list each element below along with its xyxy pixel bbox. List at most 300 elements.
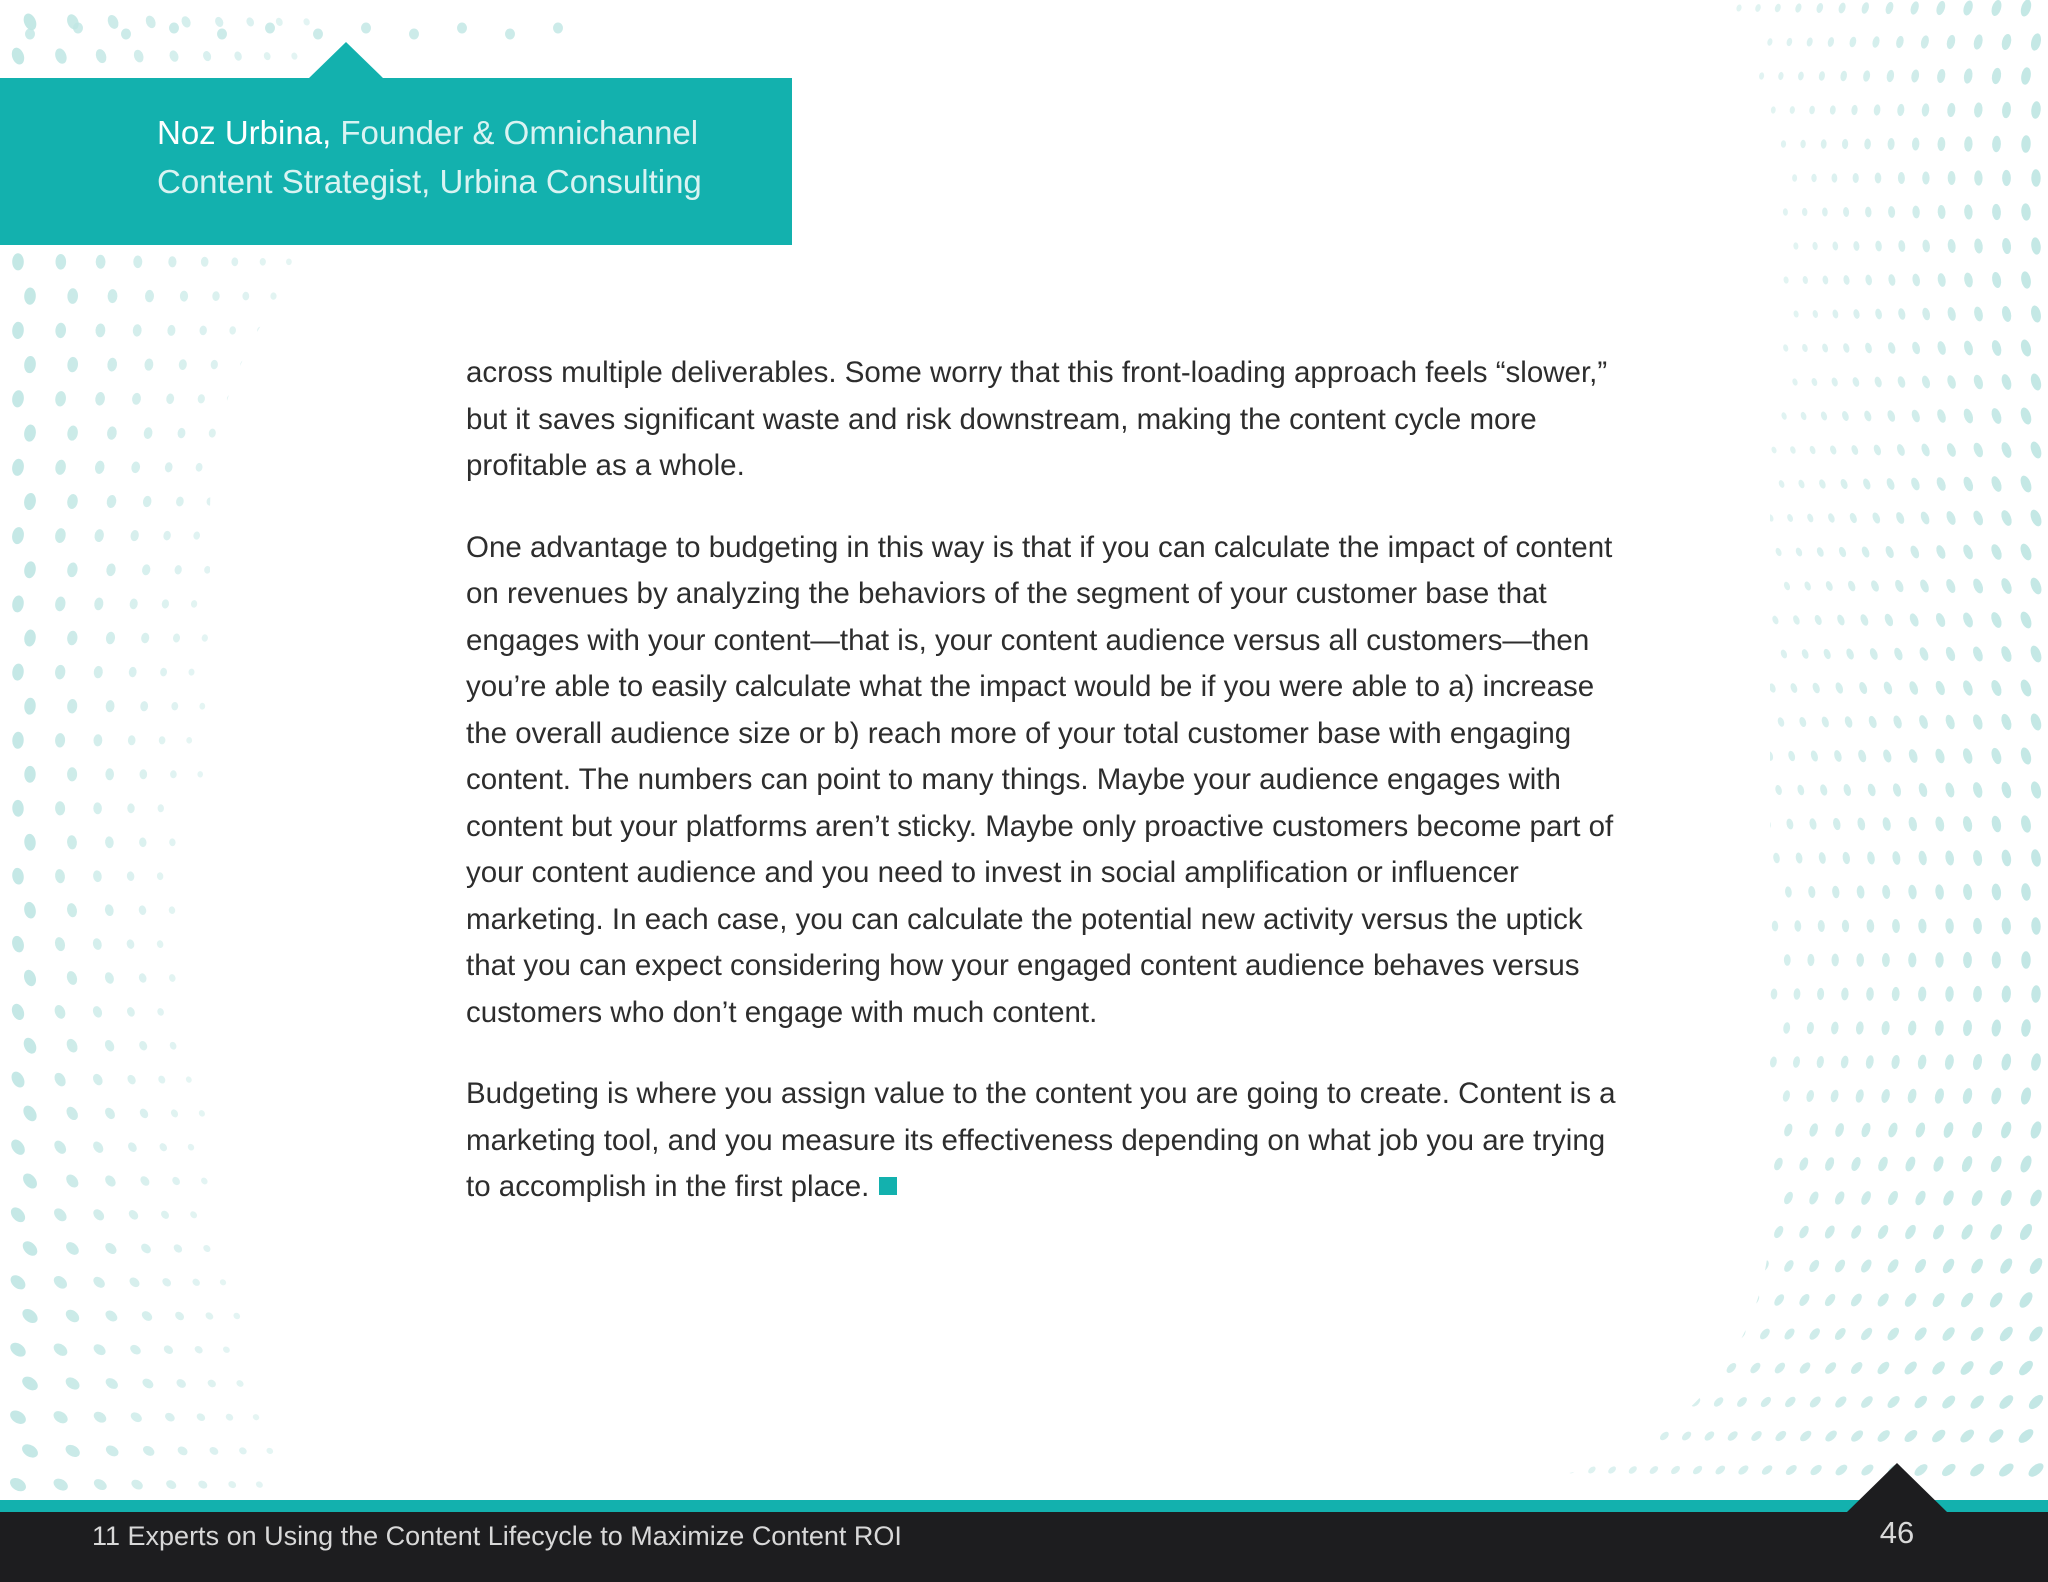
article-paragraph-text: Budgeting is where you assign value to the content you are going to create. Content is a marketing tool, and you measure its effectiveness depending on what job you are trying to accomplish in the first place. (466, 1077, 1616, 1203)
background-dot (126, 1006, 136, 1018)
background-dot (1968, 1393, 1986, 1411)
background-dot (1872, 444, 1882, 457)
background-dot (1865, 274, 1873, 286)
background-dot (1964, 204, 1973, 220)
background-dot (1871, 511, 1882, 524)
background-dot (1860, 1, 1870, 14)
background-dot (265, 23, 275, 34)
background-dot (1971, 781, 1984, 799)
background-dot (235, 1379, 245, 1388)
background-dot (255, 1480, 264, 1489)
background-dot (1961, 611, 1975, 629)
background-dot (286, 258, 292, 265)
background-dot (1842, 139, 1849, 149)
background-dot (1808, 1395, 1823, 1410)
author-name: Noz Urbina, (157, 114, 332, 151)
background-dot (1822, 648, 1832, 660)
background-dot (2028, 576, 2043, 596)
background-dot (233, 50, 243, 61)
background-dot (1860, 545, 1871, 558)
background-dot (1913, 1189, 1927, 1207)
background-dot (1947, 239, 1957, 254)
background-dot (168, 906, 176, 915)
background-dot (1945, 918, 1954, 934)
background-dot (173, 1310, 185, 1322)
background-dot (1760, 1463, 1774, 1476)
footer-title: 11 Experts on Using the Content Lifecycle to Maximize Content ROI (92, 1521, 902, 1551)
background-dot (1849, 1156, 1862, 1173)
background-dot (2018, 1154, 2034, 1174)
background-dot (2030, 237, 2042, 255)
background-dot (104, 904, 115, 917)
background-dot (1864, 342, 1873, 354)
background-dot (160, 667, 168, 676)
background-dot (128, 666, 137, 677)
background-dot (1892, 782, 1903, 797)
background-dot (12, 800, 24, 817)
background-dot (1772, 852, 1780, 864)
background-dot (1936, 408, 1948, 424)
background-dot (8, 1408, 29, 1427)
background-dot (1886, 69, 1895, 82)
background-dot (1842, 851, 1851, 864)
background-dot (1806, 1022, 1814, 1035)
background-dot (1958, 1359, 1976, 1377)
background-dot (1870, 579, 1881, 593)
background-dot (1962, 883, 1973, 900)
background-dot (2019, 338, 2033, 357)
background-dot (1865, 1055, 1875, 1070)
background-dot (1849, 36, 1858, 48)
background-dot (23, 629, 37, 647)
background-dot (187, 1143, 196, 1152)
background-dot (2030, 101, 2041, 119)
background-dot (1839, 478, 1849, 490)
background-dot (1793, 310, 1799, 318)
article-paragraph-text: across multiple deliverables. Some worry that this front-loading approach feels “slower,” but it saves significant waste and risk downstream, making the content cycle more profitable as a whole. (466, 356, 1608, 482)
background-dot (67, 767, 77, 781)
background-dot (1767, 38, 1774, 47)
background-dot (1772, 1156, 1784, 1171)
background-dot (1987, 1290, 2005, 1309)
background-dot (142, 495, 152, 508)
background-dot (66, 630, 78, 646)
background-dot (1991, 1019, 2002, 1037)
background-dot (138, 1107, 150, 1120)
background-dot (2001, 917, 2011, 935)
background-dot (1991, 67, 2003, 85)
background-dot (54, 527, 67, 544)
background-dot (1833, 1326, 1848, 1342)
background-dot (1973, 306, 1984, 322)
background-dot (1972, 849, 1983, 866)
background-dot (138, 972, 148, 983)
background-dot (245, 16, 255, 27)
background-dot (1989, 543, 2003, 562)
background-dot (128, 1276, 142, 1290)
banner-pointer (308, 42, 384, 79)
background-dot (1832, 817, 1842, 831)
background-dot (1898, 240, 1906, 253)
background-dot (1792, 614, 1801, 625)
background-dot (1914, 1121, 1927, 1138)
background-dot (1944, 850, 1955, 866)
background-dot (186, 737, 192, 744)
background-dot (163, 530, 172, 541)
background-dot (1969, 1257, 1986, 1276)
background-dot (202, 1243, 212, 1253)
background-dot (105, 563, 116, 577)
background-dot (2001, 101, 2011, 118)
background-dot (1853, 173, 1859, 183)
background-dot (1885, 1257, 1900, 1274)
background-dot (1850, 444, 1859, 456)
background-dot (1818, 478, 1827, 489)
background-dot (1962, 407, 1975, 424)
background-dot (1859, 1190, 1873, 1207)
end-square-icon (879, 1177, 897, 1195)
background-dot (1749, 1429, 1763, 1443)
background-dot (104, 1443, 121, 1458)
background-dot (1963, 272, 1974, 288)
background-dot (1842, 783, 1852, 797)
background-dot (1812, 310, 1819, 319)
background-dot (138, 905, 147, 916)
background-dot (1856, 817, 1866, 831)
background-dot (92, 937, 103, 951)
background-dot (1801, 648, 1810, 660)
background-dot (1892, 919, 1901, 933)
background-dot (1912, 1394, 1929, 1411)
background-dot (1891, 987, 1900, 1002)
background-dot (1972, 374, 1984, 391)
background-dot (105, 631, 116, 645)
background-dot (1969, 1188, 1984, 1207)
background-dot (2031, 169, 2041, 187)
background-dot (1607, 1465, 1618, 1475)
background-dot (139, 1242, 153, 1256)
background-dot (1875, 1291, 1891, 1308)
background-dot (1883, 613, 1895, 628)
background-dot (1823, 1292, 1838, 1308)
background-dot (65, 1037, 80, 1054)
background-dot (11, 390, 25, 409)
background-dot (1903, 1291, 1919, 1309)
background-dot (1945, 986, 1954, 1002)
background-dot (73, 23, 83, 34)
background-dot (1815, 2, 1824, 14)
background-dot (139, 769, 147, 779)
background-dot (172, 633, 180, 643)
background-dot (1817, 988, 1825, 1001)
background-dot (1918, 918, 1927, 933)
background-dot (2020, 67, 2032, 86)
background-dot (163, 1411, 176, 1423)
background-dot (1783, 581, 1791, 591)
background-dot (23, 355, 36, 373)
background-dot (180, 290, 189, 301)
background-dot (1851, 376, 1860, 387)
background-dot (1999, 713, 2013, 732)
background-dot (2019, 1086, 2032, 1105)
article-paragraph (466, 1071, 1626, 1211)
background-dot (169, 838, 176, 846)
background-dot (1784, 886, 1792, 898)
background-dot (1873, 104, 1881, 116)
article-paragraph (466, 525, 1626, 1037)
background-dot (1940, 1257, 1956, 1275)
background-dot (1810, 750, 1820, 763)
background-dot (1670, 1464, 1682, 1475)
background-dot (1990, 1087, 2003, 1106)
background-dot (1816, 1055, 1825, 1068)
background-dot (1792, 174, 1797, 182)
background-dot (95, 323, 106, 337)
background-dot (2029, 440, 2044, 460)
background-dot (1972, 441, 1985, 458)
background-dot (2029, 32, 2042, 51)
background-dot (21, 1103, 40, 1123)
background-dot (1832, 309, 1839, 319)
background-dot (1891, 851, 1901, 866)
background-dot (1880, 1088, 1891, 1104)
background-dot (51, 1476, 70, 1493)
background-dot (505, 29, 515, 40)
background-dot (105, 768, 114, 780)
background-dot (53, 47, 68, 65)
background-dot (2019, 406, 2034, 426)
background-dot (8, 1137, 27, 1157)
background-dot (132, 324, 142, 337)
background-dot (1908, 884, 1918, 899)
background-dot (361, 23, 371, 34)
background-dot (21, 1036, 38, 1056)
background-dot (51, 1341, 69, 1358)
background-dot (190, 600, 197, 608)
background-dot (1999, 577, 2014, 596)
background-dot (1912, 205, 1920, 218)
background-dot (2019, 678, 2034, 698)
background-dot (1726, 1429, 1739, 1442)
background-dot (11, 458, 25, 477)
background-dot (1958, 1427, 1976, 1445)
background-dot (238, 1446, 248, 1456)
background-dot (171, 1175, 182, 1186)
background-dot (103, 1106, 117, 1121)
background-dot (260, 258, 266, 266)
background-dot (170, 770, 177, 778)
background-dot (1859, 1258, 1874, 1275)
background-dot (171, 702, 178, 711)
background-dot (1935, 952, 1943, 967)
author-title-line-1: Founder & Omnichannel (331, 114, 699, 151)
page-number: 46 (1879, 1515, 1915, 1550)
background-dot (1997, 1393, 2016, 1412)
background-dot (1998, 1256, 2015, 1275)
background-dot (2018, 610, 2033, 630)
background-dot (23, 424, 37, 443)
background-dot (1842, 919, 1850, 932)
background-dot (1931, 1223, 1947, 1241)
background-dot (1897, 308, 1906, 321)
background-dot (1771, 920, 1778, 931)
background-dot (1946, 306, 1957, 321)
background-dot (1906, 1088, 1918, 1104)
background-dot (65, 970, 79, 987)
background-dot (2021, 135, 2031, 153)
background-dot (1971, 713, 1984, 731)
background-dot (202, 50, 213, 62)
background-dot (66, 835, 77, 850)
background-dot (2021, 203, 2032, 221)
background-dot (1781, 412, 1788, 421)
background-dot (1933, 1087, 1945, 1104)
background-dot (1782, 344, 1789, 352)
background-dot (139, 1174, 152, 1187)
background-dot (1798, 1360, 1813, 1375)
background-dot (1908, 612, 1920, 628)
background-dot (1941, 1189, 1956, 1207)
background-dot (11, 595, 25, 614)
background-dot (129, 598, 139, 610)
background-dot (1783, 208, 1789, 216)
background-dot (1783, 276, 1789, 284)
background-dot (1798, 716, 1807, 728)
background-dot (1770, 988, 1777, 999)
background-dot (1989, 679, 2003, 698)
background-dot (1833, 1258, 1847, 1274)
background-dot (2026, 1461, 2046, 1480)
background-dot (161, 1276, 173, 1288)
background-dot (93, 802, 102, 814)
background-dot (1811, 174, 1817, 182)
background-dot (103, 1038, 116, 1053)
author-title-line-2: Content Strategist, Urbina Consulting (157, 163, 702, 200)
background-dot (64, 1240, 82, 1258)
background-dot (1971, 645, 1985, 663)
background-dot (1989, 611, 2003, 630)
background-dot (1884, 1, 1895, 15)
background-dot (1920, 35, 1930, 50)
background-dot (1858, 681, 1869, 695)
background-dot (133, 255, 142, 268)
background-dot (1843, 207, 1850, 217)
background-dot (1936, 68, 1946, 83)
background-dot (1892, 714, 1903, 729)
background-dot (1918, 850, 1928, 866)
background-dot (1859, 1394, 1875, 1410)
background-dot (201, 634, 208, 642)
background-dot (103, 1173, 118, 1188)
background-dot (1786, 818, 1795, 830)
background-dot (1930, 1359, 1947, 1377)
background-dot (1876, 1223, 1891, 1240)
background-dot (132, 48, 145, 63)
background-dot (1820, 716, 1830, 729)
background-dot (1831, 173, 1837, 182)
background-dot (1786, 37, 1793, 46)
background-dot (1962, 1019, 1973, 1036)
background-dot (1783, 1022, 1791, 1034)
background-dot (1895, 511, 1906, 525)
background-dot (206, 1378, 217, 1389)
background-dot (1849, 1428, 1865, 1444)
background-dot (103, 1241, 119, 1257)
background-dot (191, 1277, 201, 1287)
background-dot (1887, 1121, 1900, 1138)
background-dot (1917, 782, 1928, 798)
background-dot (1871, 36, 1880, 49)
background-dot (1848, 512, 1858, 524)
background-dot (55, 322, 67, 338)
background-dot (1833, 1394, 1848, 1409)
background-dot (1909, 0, 1920, 15)
background-dot (2029, 1120, 2044, 1140)
background-dot (141, 1377, 156, 1391)
background-dot (1806, 513, 1815, 523)
background-dot (229, 326, 236, 335)
background-dot (2017, 1290, 2035, 1310)
background-dot (1873, 376, 1883, 388)
background-dot (23, 492, 37, 511)
background-dot (1735, 1395, 1748, 1408)
background-dot (1875, 172, 1882, 183)
background-dot (193, 1344, 204, 1355)
background-dot (1797, 71, 1804, 81)
background-dot (168, 973, 177, 982)
background-dot (1771, 446, 1778, 454)
background-dot (1990, 339, 2003, 357)
background-dot (1885, 1394, 1901, 1410)
background-dot (2027, 1256, 2045, 1276)
background-dot (1771, 106, 1777, 114)
background-dot (159, 1209, 170, 1220)
background-dot (24, 833, 37, 851)
background-dot (1833, 749, 1843, 762)
background-dot (1831, 885, 1840, 898)
background-dot (1837, 2, 1847, 14)
background-dot (217, 29, 227, 40)
background-dot (1784, 954, 1791, 966)
background-dot (1912, 137, 1920, 150)
background-dot (1961, 1087, 1973, 1105)
background-dot (1935, 884, 1945, 900)
background-dot (313, 29, 323, 40)
background-dot (2029, 780, 2043, 799)
background-dot (130, 529, 140, 541)
background-dot (1974, 170, 1983, 185)
background-dot (1841, 987, 1849, 1000)
background-dot (1990, 747, 2003, 766)
background-dot (1830, 1021, 1839, 1035)
background-dot (1831, 954, 1838, 967)
background-dot (54, 459, 67, 476)
background-dot (2028, 644, 2043, 664)
background-dot (1857, 749, 1868, 763)
background-dot (1798, 1156, 1810, 1172)
background-dot (1784, 1463, 1798, 1477)
background-dot (131, 461, 141, 474)
background-dot (2020, 883, 2031, 902)
background-dot (126, 871, 135, 882)
background-dot (1801, 343, 1808, 352)
background-dot (138, 1040, 149, 1052)
background-dot (1812, 242, 1818, 251)
background-dot (1802, 208, 1808, 217)
background-dot (1973, 102, 1983, 118)
background-dot (1886, 409, 1896, 423)
background-dot (1849, 1360, 1865, 1376)
